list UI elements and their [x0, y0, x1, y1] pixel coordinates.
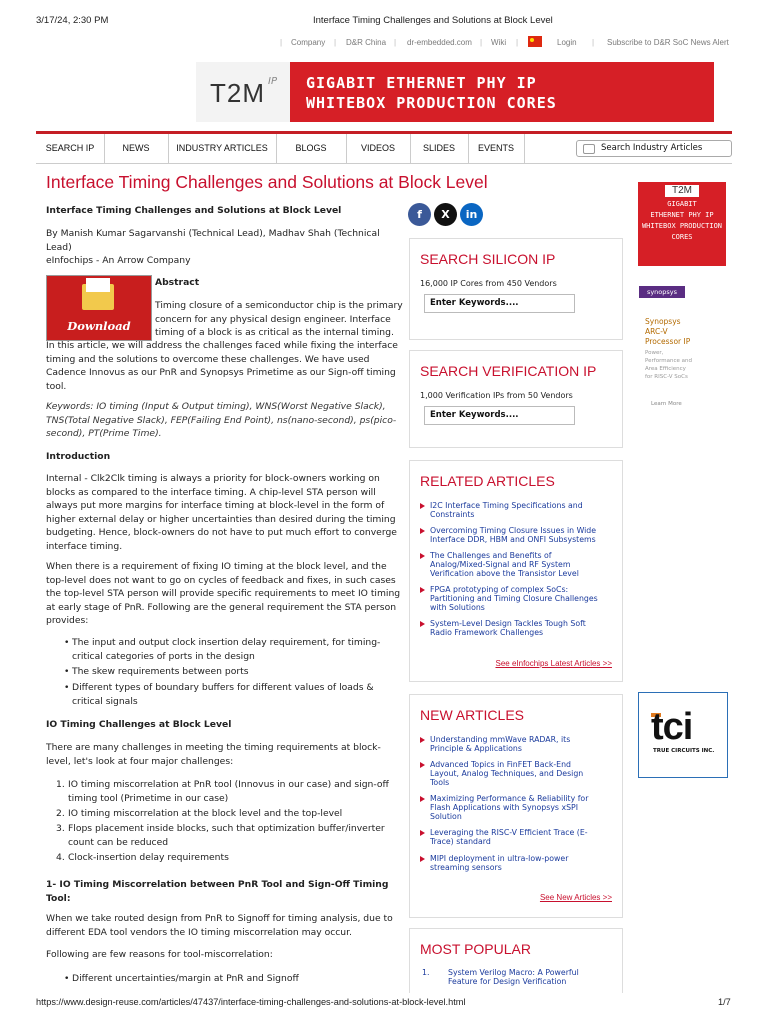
list-item: IO timing miscorrelation at PnR tool (Innovus in our case) and sign-off timing tool (Primetime in our case)	[68, 779, 389, 804]
banner-line-1: GIGABIT ETHERNET PHY IP	[306, 74, 537, 92]
section-1-heading: 1- IO Timing Miscorrelation between PnR Tool and Sign-Off Timing Tool:	[46, 879, 389, 904]
intro-paragraph: Internal - Clk2Clk timing is always a priority for block-owners working on blocks as compared to the interface timing. A chip-level STA person will always put more margins for interface timing at block-level in the form of higher external delay or higher uncertainties than desired during the timing budgeting. Hence, block-owners do not have to put much effort to converge interface timing.	[46, 473, 397, 552]
new-article-link[interactable]: Advanced Topics in FinFET Back-End Layout, Analog Techniques, and Design Tools	[430, 760, 616, 787]
io-challenges-paragraph: There are many challenges in meeting the timing requirements at block- level, let's look at four major challenges:	[46, 742, 381, 767]
most-popular-link[interactable]: System Verilog Macro: A Powerful Feature for Design Verification	[448, 968, 579, 986]
abstract-heading: Abstract	[155, 277, 200, 288]
verification-ip-search-input[interactable]: Enter Keywords....	[424, 406, 575, 425]
t2m-logo: T2M	[210, 78, 265, 108]
article-title: Interface Timing Challenges and Solutions at Block Level	[46, 172, 488, 192]
footer-page-number: 1/7	[718, 997, 731, 1007]
article-authors: By Manish Kumar Sagarvanshi (Technical Lead), Madhav Shah (Technical Lead)	[46, 228, 380, 253]
search-silicon-heading: SEARCH SILICON IP	[420, 251, 556, 267]
silicon-ip-search-input[interactable]: Enter Keywords....	[424, 294, 575, 313]
nav-videos[interactable]: VIDEOS	[346, 134, 411, 163]
link-wiki[interactable]: Wiki	[491, 38, 507, 47]
list-item: Flops placement inside blocks, such that optimization buffer/inverter count can be reduced	[68, 823, 385, 848]
synopsys-ad-desc: Power, Performance and Area Efficiency for RISC-V SoCs	[645, 350, 692, 380]
tci-logo: tci	[651, 706, 693, 748]
tci-ad[interactable]: tci TRUE CIRCUITS INC.	[638, 692, 728, 778]
related-article-link[interactable]: System-Level Design Tackles Tough Soft Radio Framework Challenges	[430, 619, 616, 637]
related-articles-heading: RELATED ARTICLES	[420, 473, 555, 489]
nav-slides[interactable]: SLIDES	[410, 134, 469, 163]
x-twitter-icon[interactable]: X	[434, 203, 457, 226]
search-silicon-ip-box	[409, 238, 623, 340]
new-articles-box	[409, 694, 623, 918]
related-article-link[interactable]: Overcoming Timing Closure Issues in Wide Interface DDR, HBM and ONFI Subsystems	[430, 526, 616, 544]
linkedin-icon[interactable]: in	[460, 203, 483, 226]
list-item: • The input and output clock insertion delay requirement, for timing- critical categories of ports in the design	[72, 636, 402, 663]
link-company[interactable]: Company	[291, 38, 326, 47]
top-banner-ad[interactable]: T2M IP GIGABIT ETHERNET PHY IP WHITEBOX PRODUCTION CORES	[196, 62, 714, 122]
article-subtitle: Interface Timing Challenges and Solutions at Block Level	[46, 205, 342, 216]
nav-search-ip[interactable]: SEARCH IP	[36, 134, 105, 163]
link-subscribe[interactable]: Subscribe to D&R SoC News Alert	[607, 38, 729, 47]
link-dr-embedded[interactable]: dr-embedded.com	[407, 38, 472, 47]
synopsys-ad-title[interactable]: Synopsys ARC-V Processor IP	[645, 317, 691, 346]
related-article-link[interactable]: I2C Interface Timing Specifications and Constraints	[430, 501, 616, 519]
learn-more-link[interactable]: Learn More	[651, 401, 682, 407]
related-articles-box	[409, 460, 623, 682]
main-nav	[36, 131, 732, 164]
facebook-icon[interactable]: f	[408, 203, 431, 226]
nav-industry-articles[interactable]: INDUSTRY ARTICLES	[168, 134, 277, 163]
article-company: eInfochips - An Arrow Company	[46, 255, 191, 266]
io-challenges-heading: IO Timing Challenges at Block Level	[46, 719, 232, 730]
print-title: Interface Timing Challenges and Solutions at Block Level	[313, 15, 553, 26]
list-item: • Different types of boundary buffers for different values of loads & critical signals	[72, 681, 402, 708]
section-1-paragraph: When we take routed design from PnR to Signoff for timing analysis, due to different EDA tool vendors the IO timing miscorrelation may occur.	[46, 913, 393, 938]
download-button[interactable]: Download	[46, 275, 152, 341]
see-new-articles-link[interactable]: See New Articles >>	[539, 893, 612, 902]
verification-ip-count: 1,000 Verification IPs from 50 Vendors	[420, 391, 573, 400]
new-article-link[interactable]: Maximizing Performance & Reliability for Flash Applications with Synopsys xSPI Solution	[430, 794, 616, 821]
china-flag-icon[interactable]	[528, 36, 542, 47]
keywords: Keywords: IO timing (Input & Output timing), WNS(Worst Negative Slack), TNS(Total Negative Slack), FEP(Failing End Point), ns(nano-second), ps(pico- second), PT(Prime Time).	[46, 401, 397, 439]
most-popular-box: MOST POPULAR 1. System Verilog Macro: A Powerful Feature for Design Verification	[409, 928, 623, 993]
requirements-paragraph: When there is a requirement of fixing IO timing at the block level, and the top-level does not want to go on cycles of feedback and fixes, in such cases the top-level STA person will provide specific requirements to meet IO timing at early stage of PnR. Following are the general requirement the STA person provides:	[46, 561, 401, 626]
list-item: Clock-insertion delay requirements	[68, 852, 229, 863]
print-datetime: 3/17/24, 2:30 PM	[36, 15, 109, 26]
abstract-text-top: Timing closure of a semiconductor chip is the primary concern for any physical design engineer. Interface timing of a block is as critical as the internal timing.	[155, 300, 403, 338]
link-login[interactable]: Login	[557, 38, 577, 47]
new-articles-heading: NEW ARTICLES	[420, 707, 524, 723]
search-verification-heading: SEARCH VERIFICATION IP	[420, 363, 597, 379]
reasons-intro: Following are few reasons for tool-miscorrelation:	[46, 949, 273, 960]
link-dr-china[interactable]: D&R China	[346, 38, 387, 47]
t2m-side-ad[interactable]: T2M GIGABIT ETHERNET PHY IP WHITEBOX PRODUCTION CORES	[638, 182, 726, 266]
new-article-link[interactable]: Understanding mmWave RADAR, its Principle & Applications	[430, 735, 616, 753]
synopsys-logo[interactable]: synopsys	[639, 286, 685, 298]
footer-url: https://www.design-reuse.com/articles/47437/interface-timing-challenges-and-solutions-at-block-level.html	[36, 997, 466, 1007]
related-article-link[interactable]: FPGA prototyping of complex SoCs: Partitioning and Timing Closure Challenges with Solutions	[430, 585, 616, 612]
abstract-text-bottom: In this article, we will address the challenges faced while fixing the interface timing and the solutions to overcome these challenges. We have used Cadence Innovus as our PnR and Synopsys Primetime as our Sign-off timing tool.	[46, 340, 398, 392]
search-field-icon	[583, 144, 595, 154]
nav-blogs[interactable]: BLOGS	[276, 134, 347, 163]
see-einfochips-articles-link[interactable]: See eInfochips Latest Articles >>	[495, 659, 612, 668]
banner-line-2: WHITEBOX PRODUCTION CORES	[306, 94, 557, 112]
industry-articles-search[interactable]: Search Industry Articles	[576, 140, 732, 157]
folder-icon	[82, 284, 114, 310]
list-item: • Different uncertainties/margin at PnR and Signoff	[72, 972, 402, 986]
silicon-ip-count: 16,000 IP Cores from 450 Vendors	[420, 279, 557, 288]
list-item: IO timing miscorrelation at the block level and the top-level	[68, 808, 343, 819]
new-article-link[interactable]: MIPI deployment in ultra-low-power streaming sensors	[430, 854, 616, 872]
related-article-link[interactable]: The Challenges and Benefits of Analog/Mixed-Signal and RF System Verification above the Transistor Level	[430, 551, 616, 578]
nav-events[interactable]: EVENTS	[468, 134, 525, 163]
t2m-side-logo: T2M	[665, 185, 699, 197]
intro-heading: Introduction	[46, 451, 111, 462]
new-article-link[interactable]: Leveraging the RISC-V Efficient Trace (E- Trace) standard	[430, 828, 616, 846]
most-popular-heading: MOST POPULAR	[420, 941, 531, 957]
list-item: • The skew requirements between ports	[72, 665, 402, 679]
search-verification-ip-box	[409, 350, 623, 448]
nav-news[interactable]: NEWS	[104, 134, 169, 163]
